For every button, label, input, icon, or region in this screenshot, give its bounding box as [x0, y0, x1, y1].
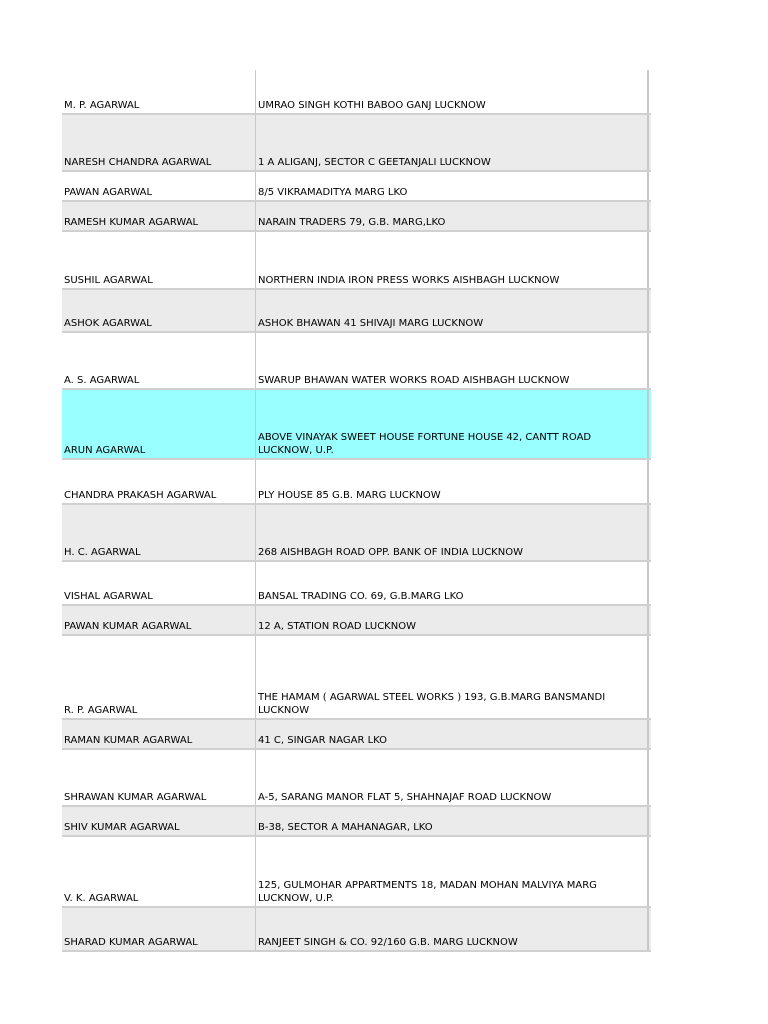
- table-row: [62, 807, 651, 837]
- address-table: [62, 70, 651, 952]
- name-cell: H. C. AGARWAL: [64, 547, 141, 558]
- address-cell: SWARUP BHAWAN WATER WORKS ROAD AISHBAGH LUCKNOW: [255, 333, 649, 388]
- name-cell: PAWAN KUMAR AGARWAL: [64, 621, 192, 632]
- address-cell: UMRAO SINGH KOTHI BABOO GANJ LUCKNOW: [255, 70, 649, 113]
- name-cell: PAWAN AGARWAL: [64, 187, 153, 198]
- table-row: [62, 390, 651, 460]
- table-row: [62, 908, 651, 952]
- name-cell: VISHAL AGARWAL: [64, 591, 153, 602]
- name-cell: NARESH CHANDRA AGARWAL: [64, 157, 212, 168]
- table-row: [62, 562, 651, 606]
- table-row: [62, 333, 651, 390]
- address-cell: 8/5 VIKRAMADITYA MARG LKO: [255, 172, 649, 200]
- name-cell: SUSHIL AGARWAL: [64, 275, 153, 286]
- name-cell: V. K. AGARWAL: [64, 893, 139, 904]
- name-cell: SHRAWAN KUMAR AGARWAL: [64, 792, 207, 803]
- table-row: [62, 70, 651, 115]
- name-cell: SHARAD KUMAR AGARWAL: [64, 937, 198, 948]
- table-row: [62, 505, 651, 562]
- address-cell: A-5, SARANG MANOR FLAT 5, SHAHNAJAF ROAD LUCKNOW: [255, 750, 649, 805]
- table-row: [62, 290, 651, 333]
- table-row: [62, 172, 651, 202]
- name-cell: ARUN AGARWAL: [64, 445, 146, 456]
- address-cell: THE HAMAM ( AGARWAL STEEL WORKS ) 193, G.B.MARG BANSMANDI LUCKNOW: [255, 636, 649, 718]
- address-cell: 41 C, SINGAR NAGAR LKO: [255, 720, 649, 748]
- address-cell: B-38, SECTOR A MAHANAGAR, LKO: [255, 807, 649, 835]
- address-cell: 268 AISHBAGH ROAD OPP. BANK OF INDIA LUCKNOW: [255, 505, 649, 560]
- table-row: [62, 837, 651, 908]
- address-cell: NORTHERN INDIA IRON PRESS WORKS AISHBAGH LUCKNOW: [255, 232, 649, 288]
- address-cell: 12 A, STATION ROAD LUCKNOW: [255, 606, 649, 634]
- table-row: [62, 460, 651, 505]
- address-cell: ABOVE VINAYAK SWEET HOUSE FORTUNE HOUSE 42, CANTT ROAD LUCKNOW, U.P.: [255, 390, 649, 458]
- address-cell: 125, GULMOHAR APPARTMENTS 18, MADAN MOHAN MALVIYA MARG LUCKNOW, U.P.: [255, 837, 649, 906]
- name-cell: M. P. AGARWAL: [64, 100, 140, 111]
- table-row: [62, 720, 651, 750]
- table-row: [62, 750, 651, 807]
- table-row: [62, 115, 651, 172]
- name-cell: SHIV KUMAR AGARWAL: [64, 822, 180, 833]
- address-cell: ASHOK BHAWAN 41 SHIVAJI MARG LUCKNOW: [255, 290, 649, 331]
- name-cell: R. P. AGARWAL: [64, 705, 138, 716]
- name-cell: CHANDRA PRAKASH AGARWAL: [64, 490, 217, 501]
- table-row: [62, 202, 651, 232]
- address-cell: RANJEET SINGH & CO. 92/160 G.B. MARG LUCKNOW: [255, 908, 649, 950]
- table-row: [62, 232, 651, 290]
- address-cell: NARAIN TRADERS 79, G.B. MARG,LKO: [255, 202, 649, 230]
- name-cell: RAMESH KUMAR AGARWAL: [64, 217, 199, 228]
- name-cell: RAMAN KUMAR AGARWAL: [64, 735, 193, 746]
- table-row: [62, 606, 651, 636]
- name-cell: A. S. AGARWAL: [64, 375, 140, 386]
- address-cell: 1 A ALIGANJ, SECTOR C GEETANJALI LUCKNOW: [255, 115, 649, 170]
- name-cell: ASHOK AGARWAL: [64, 318, 152, 329]
- address-cell: BANSAL TRADING CO. 69, G.B.MARG LKO: [255, 562, 649, 604]
- address-cell: PLY HOUSE 85 G.B. MARG LUCKNOW: [255, 460, 649, 503]
- table-row: [62, 636, 651, 720]
